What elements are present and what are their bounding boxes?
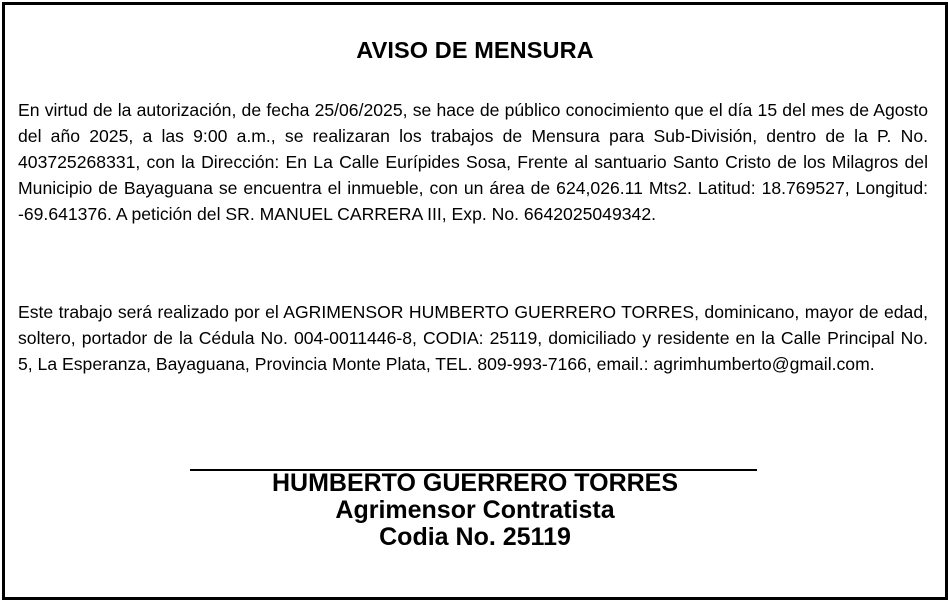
notice-paragraph-surveyor: Este trabajo será realizado por el AGRIMENSOR HUMBERTO GUERRERO TORRES, dominicano, mayor de edad, soltero, portador de la Cédula No. 004-0011446-8, CODIA: 25119, domiciliado y residente en la Calle Principal No. 5, La Esperanza, Bayaguana, Provincia Monte Plata, TEL. 809-993-7166, email.: agrimhumberto@gmail.com. xyxy=(18,302,928,374)
signature-name: HUMBERTO GUERRERO TORRES xyxy=(271,469,679,497)
notice-title: AVISO DE MENSURA xyxy=(356,37,594,63)
notice-frame xyxy=(2,2,948,600)
signature-codia: Codia No. 25119 xyxy=(379,523,571,551)
signature-role: Agrimensor Contratista xyxy=(335,496,615,524)
notice-paragraph-authorization: En virtud de la autorización, de fecha 25/06/2025, se hace de público conocimiento que el día 15 del mes de Agosto del año 2025, a las 9:00 a.m., se realizaran los trabajos de Mensura para Sub-División, dentro de la P. No. 403725268331, con la Dirección: En La Calle Eurípides Sosa, Frente al santuario Santo Cristo de los Milagros del Municipio de Bayaguana se encuentra el inmueble, con un área de 624,026.11 Mts2. Latitud: 18.769527, Longitud: -69.641376. A petición del SR. MANUEL CARRERA III, Exp. No. 6642025049342. xyxy=(18,100,928,224)
signature-block xyxy=(5,470,945,551)
